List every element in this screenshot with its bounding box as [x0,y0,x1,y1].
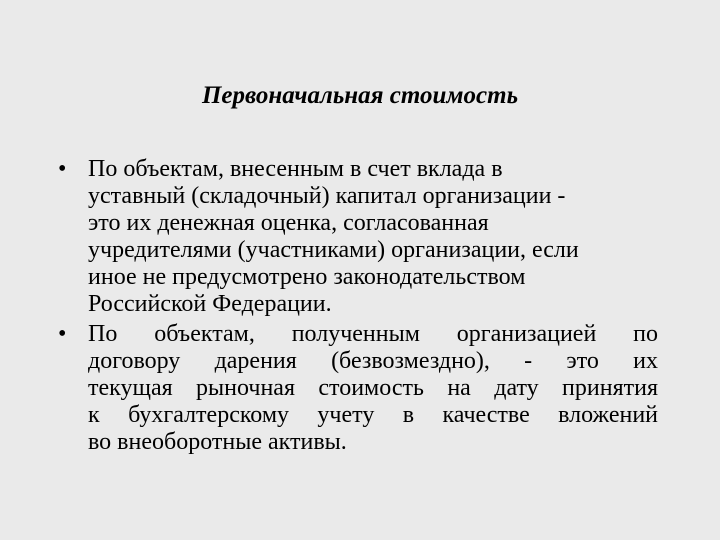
bullet-line: учредителями (участниками) организации, если [88,237,579,263]
bullet-line: во внеоборотные активы. [88,429,347,455]
bullet-line: это их денежная оценка, согласованная [88,210,489,236]
bullet-line: уставный (складочный) капитал организации - [88,183,566,209]
bullet-line: к бухгалтерскому учету в качестве вложений [88,402,658,428]
bullet-line: иное не предусмотрено законодательством [88,264,526,290]
bullet-list [58,156,658,459]
bullet-line: По объектам, внесенным в счет вклада в [88,156,503,182]
bullet-item [58,321,658,456]
bullet-line: договору дарения (безвозмездно), - это их [88,348,658,374]
bullet-item [58,156,658,318]
bullet-line: По объектам, полученным организацией по [88,321,658,347]
bullet-icon: • [58,321,67,347]
bullet-line: текущая рыночная стоимость на дату принятия [88,375,658,401]
slide-title: Первоначальная стоимость [201,82,519,109]
bullet-icon: • [58,156,67,182]
bullet-line: Российской Федерации. [88,291,332,317]
